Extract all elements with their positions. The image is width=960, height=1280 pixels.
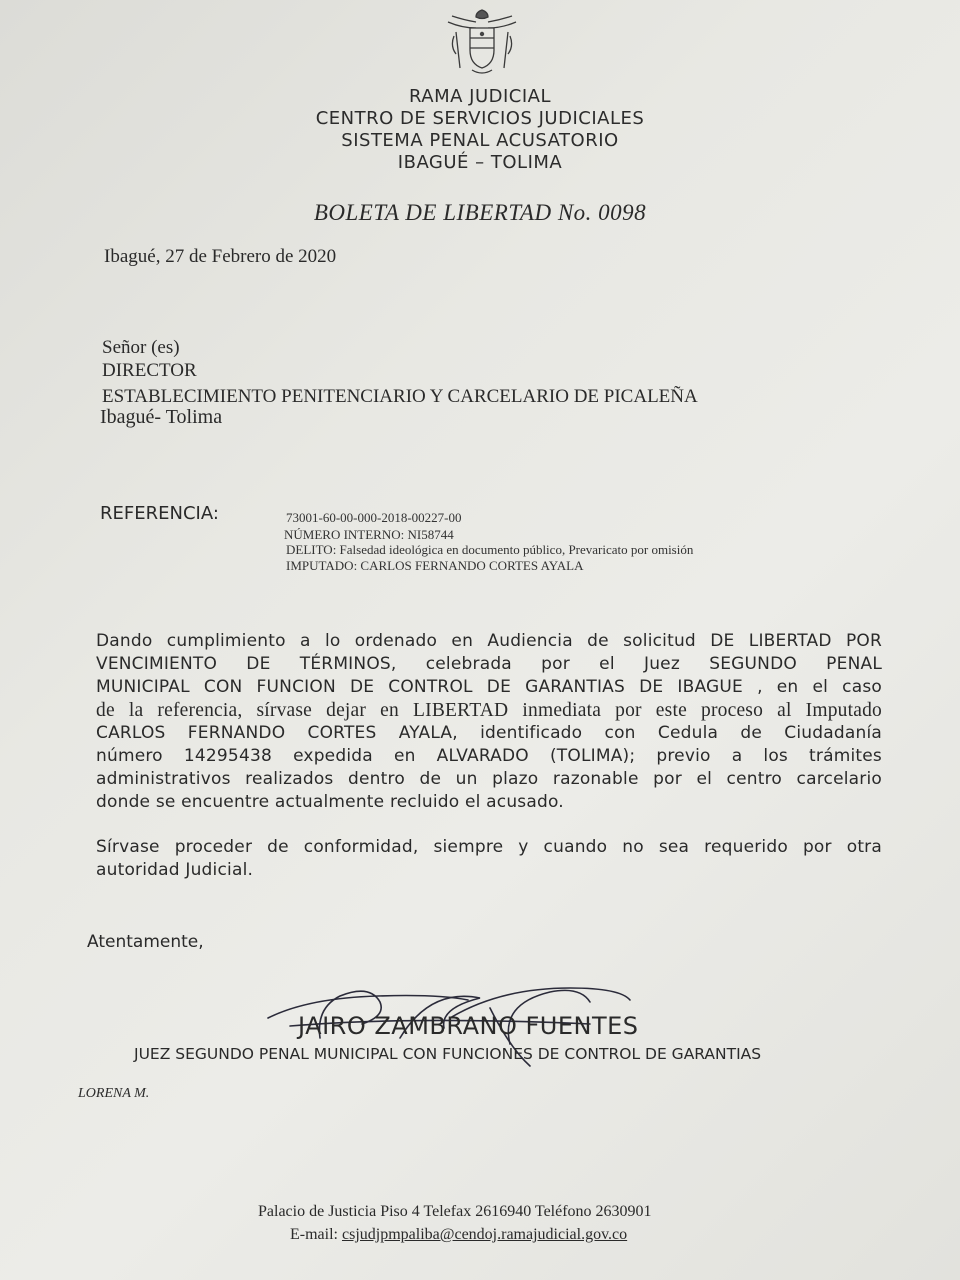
reference-numero-interno: NÚMERO INTERNO: NI58744 — [284, 527, 454, 542]
reference-delito: DELITO: Falsedad ideológica en documento público, Prevaricato por omisión — [286, 542, 694, 557]
signer-name: JAIRO ZAMBRANO FUENTES — [298, 1012, 639, 1040]
typist-initials: LORENA M. — [78, 1086, 150, 1101]
footer-email-label: E-mail: — [290, 1226, 342, 1243]
body-p1-line: MUNICIPAL CON FUNCION DE CONTROL DE GARANTIAS DE IBAGUE , en el caso — [96, 677, 882, 697]
document-title: BOLETA DE LIBERTAD No. 0098 — [313, 200, 647, 225]
reference-radicado: 73001-60-00-000-2018-00227-00 — [286, 510, 462, 525]
coat-of-arms-seal — [442, 6, 522, 78]
body-p1-line: administrativos realizados dentro de un plazo razonable por el centro carcelario — [96, 769, 882, 789]
footer-email-link[interactable]: csjudjpmpaliba@cendoj.ramajudicial.gov.co — [341, 1226, 628, 1243]
body-p1-line: Dando cumplimiento a lo ordenado en Audiencia de solicitud DE LIBERTAD POR — [96, 631, 882, 651]
body-p1-line: donde se encuentre actualmente recluido el acusado. — [96, 792, 564, 812]
header-sistema-penal: SISTEMA PENAL ACUSATORIO — [341, 130, 619, 151]
reference-label: REFERENCIA: — [100, 503, 219, 524]
body-p1-line: de la referencia, sírvase dejar en LIBERTAD inmediata por este proceso al Imputado — [96, 700, 882, 721]
body-p1-line: VENCIMIENTO DE TÉRMINOS, celebrada por el Juez SEGUNDO PENAL — [96, 654, 882, 674]
footer-address: Palacio de Justicia Piso 4 Telefax 2616940 Teléfono 2630901 — [258, 1203, 652, 1220]
addressee-title: DIRECTOR — [102, 360, 197, 381]
addressee-salutation: Señor (es) — [102, 337, 180, 358]
header-city: IBAGUÉ – TOLIMA — [397, 152, 563, 173]
body-p1-line: CARLOS FERNANDO CORTES AYALA, identificado con Cedula de Ciudadanía — [96, 723, 882, 743]
body-p2-line: autoridad Judicial. — [96, 860, 254, 880]
body-p1-line: número 14295438 expedida en ALVARADO (TOLIMA); previo a los trámites — [96, 746, 882, 766]
closing-salutation: Atentamente, — [87, 932, 204, 952]
reference-imputado: IMPUTADO: CARLOS FERNANDO CORTES AYALA — [286, 558, 584, 573]
footer-email-line — [290, 1226, 627, 1244]
header-rama-judicial: RAMA JUDICIAL — [408, 86, 552, 107]
document-date: Ibagué, 27 de Febrero de 2020 — [104, 246, 337, 267]
body-paragraph-2 — [96, 836, 882, 882]
body-paragraph-1 — [96, 630, 882, 814]
addressee-city: Ibagué- Tolima — [100, 406, 223, 428]
signer-position: JUEZ SEGUNDO PENAL MUNICIPAL CON FUNCIONES DE CONTROL DE GARANTIAS — [134, 1045, 762, 1063]
addressee-institution: ESTABLECIMIENTO PENITENCIARIO Y CARCELARIO DE PICALEÑA — [102, 386, 698, 407]
body-p2-line: Sírvase proceder de conformidad, siempre y cuando no sea requerido por otra — [96, 837, 882, 857]
header-centro-servicios: CENTRO DE SERVICIOS JUDICIALES — [315, 108, 645, 129]
